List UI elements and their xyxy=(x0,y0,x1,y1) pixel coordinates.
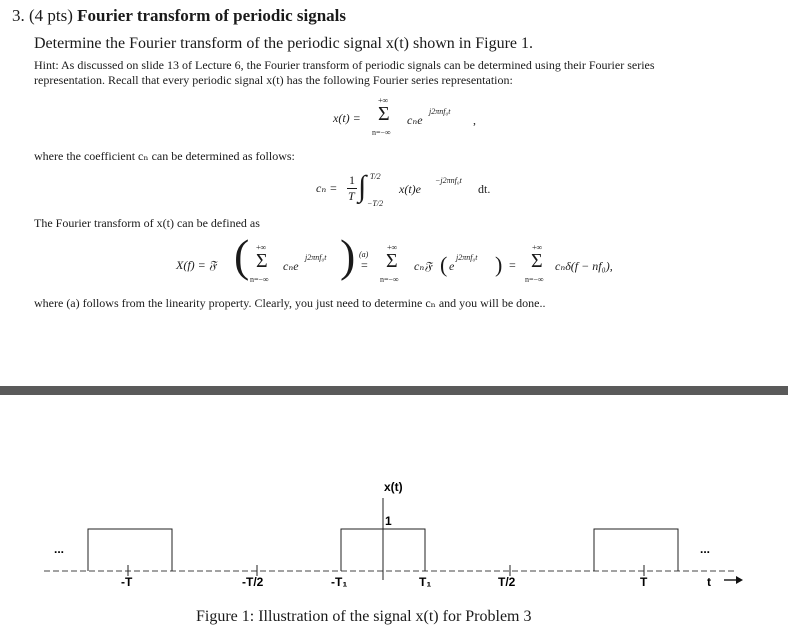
cn-frac-num: 1 xyxy=(349,173,355,187)
amplitude-label: 1 xyxy=(385,514,392,528)
ft-eq-sym: = xyxy=(361,258,368,272)
tick-label-neg-T1: -T₁ xyxy=(331,575,348,589)
fs-comma: , xyxy=(473,113,476,127)
section-divider xyxy=(0,386,788,395)
fs-term: cₙe xyxy=(407,113,423,127)
pulse-right xyxy=(594,529,678,571)
ellipsis-left: ... xyxy=(54,542,65,556)
ft-sum2-sigma: Σ xyxy=(386,250,398,272)
problem-intro: Determine the Fourier transform of the periodic signal x(t) shown in Figure 1. xyxy=(34,35,533,52)
ft-lhs: X(f) = 𝔉 xyxy=(176,258,217,272)
hint-line-1: Hint: As discussed on slide 13 of Lecture 6, the Fourier transform of periodic signals can be determined using their Fourier series xyxy=(34,58,655,72)
ft-mid-exp: j2πnf₀t xyxy=(456,253,478,262)
tick-label-T1: T₁ xyxy=(419,575,432,589)
fourier-transform-text: The Fourier transform of x(t) can be defined as xyxy=(34,216,260,230)
tick-label-neg-T: -T xyxy=(121,575,133,589)
ellipsis-right: ... xyxy=(700,542,711,556)
t-axis-label: t xyxy=(707,575,711,589)
cn-lhs: cₙ = xyxy=(316,181,338,195)
fs-lhs: x(t) = xyxy=(333,111,361,125)
ft-term1-exp: j2πnf₀t xyxy=(305,253,327,262)
cn-exponent: −j2πnf₀t xyxy=(435,176,462,185)
fs-sum-lower: n=−∞ xyxy=(372,128,391,137)
ft-sum1-sigma: Σ xyxy=(256,250,268,272)
tick-label-T-half: T/2 xyxy=(498,575,516,589)
signal-figure xyxy=(0,470,788,595)
ft-paren-close: ) xyxy=(340,230,356,281)
cn-int-upper: T/2 xyxy=(370,172,381,181)
cn-integral: ∫ xyxy=(358,170,367,203)
problem-number: 3. xyxy=(12,6,25,25)
problem-points: (4 pts) xyxy=(29,6,73,25)
cn-int-lower: −T/2 xyxy=(367,199,384,208)
pulse-left xyxy=(88,529,172,571)
ft-sum1-lower: n=−∞ xyxy=(250,275,269,284)
y-axis-label: x(t) xyxy=(384,480,403,494)
ft-mid-base: e xyxy=(449,259,455,273)
problem-title: Fourier transform of periodic signals xyxy=(77,6,346,25)
ft-rhs: cₙδ(f − nf₀), xyxy=(555,259,613,273)
problem-heading xyxy=(12,6,346,26)
fs-sum-upper: +∞ xyxy=(378,96,389,105)
fs-sigma: Σ xyxy=(378,103,390,125)
tick-label-T: T xyxy=(640,575,648,589)
ft-sum2-upper: +∞ xyxy=(387,243,398,252)
ft-mid-coef: cₙ𝔉 xyxy=(414,259,432,273)
coefficient-text: where the coefficient cₙ can be determined as follows: xyxy=(34,149,295,163)
cn-dt: dt. xyxy=(478,182,491,196)
ft-eq2: = xyxy=(509,258,516,272)
ft-sum1-upper: +∞ xyxy=(256,243,267,252)
ft-sum3-sigma: Σ xyxy=(531,250,543,272)
where-text: where (a) follows from the linearity property. Clearly, you just need to determine cₙ and you will be done.. xyxy=(34,296,546,310)
ft-sum3-lower: n=−∞ xyxy=(525,275,544,284)
ft-paren-open: ( xyxy=(234,230,250,281)
cn-integrand: x(t)e xyxy=(399,182,421,196)
cn-frac-den: T xyxy=(348,189,355,203)
ft-sum2-lower: n=−∞ xyxy=(380,275,399,284)
ft-mid-close: ) xyxy=(495,252,503,277)
ft-eq-a: (a) xyxy=(359,250,369,259)
fs-exponent: j2πnf₀t xyxy=(429,107,451,116)
ft-term1: cₙe xyxy=(283,259,299,273)
tick-label-neg-T-half: -T/2 xyxy=(242,575,264,589)
hint-line-2: representation. Recall that every periodic signal x(t) has the following Fourier series representation: xyxy=(34,73,513,87)
figure-caption: Figure 1: Illustration of the signal x(t) for Problem 3 xyxy=(196,608,532,625)
ft-sum3-upper: +∞ xyxy=(532,243,543,252)
t-axis-arrowhead xyxy=(736,576,743,584)
ft-mid-open: ( xyxy=(440,252,448,277)
